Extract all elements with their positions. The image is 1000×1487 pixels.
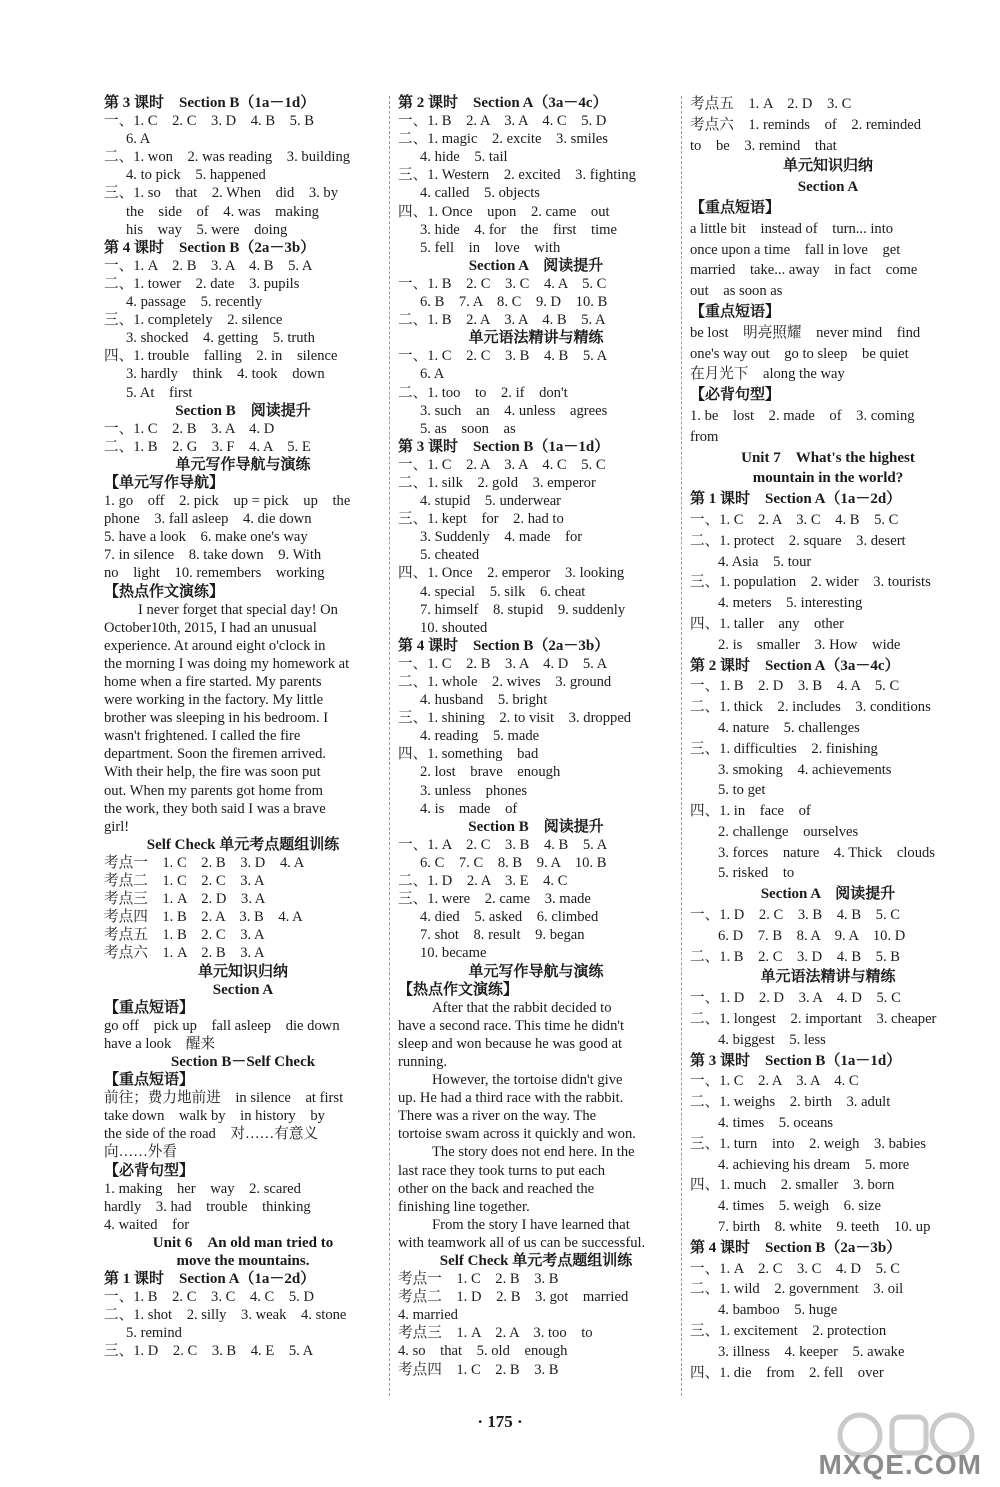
answer-line: up. He had a third race with the rabbit. <box>398 1090 624 1107</box>
answer-line: 一、1. C 2. B 3. A 4. D 5. A <box>398 655 608 672</box>
section-heading: 单元知识归纳 <box>782 158 873 175</box>
answer-line: from <box>690 428 719 445</box>
answer-line: 考点五 1. A 2. D 3. C <box>690 96 852 112</box>
answer-line: brother was sleeping in his bedroom. I <box>104 710 329 727</box>
answer-line: 二、1. too to 2. if don't <box>398 384 568 401</box>
answer-line: 1. go off 2. pick up = pick up the <box>104 493 351 510</box>
answer-line: 一、1. C 2. A 3. A 4. C 5. C <box>398 456 606 473</box>
section-heading: 第 4 课时 Section B（2a－3b） <box>398 637 610 654</box>
answer-line: 6. A <box>420 366 445 383</box>
answer-line: department. Soon the firemen arrived. <box>104 746 327 763</box>
answer-line: 4. nature 5. challenges <box>718 719 860 736</box>
answer-line: finishing line together. <box>398 1198 530 1215</box>
answer-line: 5. risked to <box>718 865 795 882</box>
section-heading: 单元语法精讲与精练 <box>468 330 604 347</box>
section-heading: 单元知识归纳 <box>197 963 288 980</box>
answer-line: 考点三 1. A 2. A 3. too to <box>398 1325 593 1342</box>
answer-line: 三、1. difficulties 2. finishing <box>690 740 878 757</box>
answer-line: 2. is smaller 3. How wide <box>718 636 901 653</box>
answer-line: out as soon as <box>690 283 783 300</box>
answer-line: 3. shocked 4. getting 5. truth <box>126 330 315 347</box>
section-heading: 【重点短语】 <box>104 1072 195 1089</box>
page-number: · 175 · <box>477 1412 523 1431</box>
answer-line: to be 3. remind that <box>690 137 837 154</box>
section-heading: Section A 阅读提升 <box>468 257 604 274</box>
answer-line: 二、1. protect 2. square 3. desert <box>690 532 906 549</box>
answer-line: out. When my parents got home from <box>104 782 323 799</box>
answer-line: 4. passage 5. recently <box>126 294 263 311</box>
answer-line: 一、1. B 2. C 3. C 4. A 5. C <box>398 275 607 292</box>
answer-line: 一、1. A 2. B 3. A 4. B 5. A <box>104 257 313 274</box>
answer-line: the side of the road 对……有意义 <box>104 1126 319 1143</box>
column-divider <box>681 96 682 1396</box>
answer-line: 考点一 1. C 2. B 3. B <box>398 1271 559 1288</box>
section-heading: 第 1 课时 Section A（1a－2d） <box>104 1271 316 1288</box>
column-3 <box>690 94 966 1383</box>
answer-line: 5. fell in love with <box>420 239 561 256</box>
section-heading: move the mountains. <box>176 1253 310 1269</box>
answer-line: 3. forces nature 4. Thick clouds <box>718 844 935 861</box>
section-heading: 【热点作文演练】 <box>398 981 519 998</box>
section-heading: mountain in the world? <box>752 470 904 487</box>
answer-line: 考点二 1. C 2. C 3. A <box>104 873 265 890</box>
section-heading: 【必背句型】 <box>690 387 781 404</box>
answer-line: 4. special 5. silk 6. cheat <box>420 583 586 600</box>
answer-line: 二、1. won 2. was reading 3. building <box>104 149 351 166</box>
answer-line: With their help, the fire was soon put <box>104 764 321 781</box>
answer-line: 考点六 1. A 2. B 3. A <box>104 945 265 962</box>
answer-line: phone 3. fall asleep 4. die down <box>104 511 312 528</box>
answer-line: 一、1. C 2. C 3. B 4. B 5. A <box>398 348 608 365</box>
answer-line: 2. challenge ourselves <box>718 823 859 840</box>
answer-line: I never forget that special day! On <box>138 601 338 618</box>
answer-line: were working in the factory. My little <box>104 692 324 709</box>
answer-line: once upon a time fall in love get <box>690 241 901 258</box>
answer-line: last race they took turns to put each <box>398 1162 606 1179</box>
section-heading: 第 3 课时 Section B（1a－1d） <box>104 95 316 111</box>
column-divider <box>389 96 390 1396</box>
answer-line: wasn't frightened. I called the fire <box>104 728 301 745</box>
answer-line: 4. to pick 5. happened <box>126 167 266 184</box>
answer-line: 2. lost brave enough <box>420 764 561 781</box>
answer-line: 三、1. population 2. wider 3. tourists <box>690 574 931 591</box>
answer-line: his way 5. were doing <box>126 221 288 238</box>
answer-line: 四、1. much 2. smaller 3. born <box>690 1177 895 1194</box>
answer-line: 6. C 7. C 8. B 9. A 10. B <box>420 854 607 871</box>
answer-line: 4. meters 5. interesting <box>718 595 863 612</box>
answer-line: 1. making her way 2. scared <box>104 1180 301 1197</box>
column-1 <box>104 94 382 1361</box>
answer-line: 4. waited for <box>104 1216 190 1233</box>
section-heading: Unit 7 What's the highest <box>741 449 915 466</box>
answer-line: 考点一 1. C 2. B 3. D 4. A <box>104 854 305 871</box>
answer-line: 三、1. shining 2. to visit 3. dropped <box>398 710 632 727</box>
section-heading: 【必背句型】 <box>104 1162 195 1179</box>
answer-line: 一、1. C 2. A 3. C 4. B 5. C <box>690 511 899 528</box>
answer-line: 4. achieving his dream 5. more <box>718 1156 910 1173</box>
section-heading: 单元写作导航与演练 <box>468 963 604 980</box>
answer-line: 5. to get <box>718 782 766 799</box>
column-2 <box>398 94 674 1379</box>
answer-line: 4. died 5. asked 6. climbed <box>420 909 599 926</box>
answer-line: 四、1. die from 2. fell over <box>690 1364 884 1381</box>
answer-line: the morning I was doing my homework at <box>104 655 350 672</box>
section-heading: 第 4 课时 Section B（2a－3b） <box>690 1239 902 1256</box>
answer-line: 6. B 7. A 8. C 9. D 10. B <box>420 294 608 311</box>
answer-line: 向……外看 <box>104 1144 177 1161</box>
answer-line: other on the back and reached the <box>398 1180 595 1197</box>
answer-line: 三、1. turn into 2. weigh 3. babies <box>690 1135 926 1152</box>
section-heading: Self Check 单元考点题组训练 <box>146 836 340 853</box>
answer-line: 3. such an 4. unless agrees <box>420 402 608 419</box>
answer-line: married take... away in fact come <box>690 262 918 279</box>
answer-line: 4. biggest 5. less <box>718 1031 826 1048</box>
answer-line: the side of 4. was making <box>126 203 319 220</box>
answer-line: 4. reading 5. made <box>420 728 540 745</box>
answer-line: 3. unless phones <box>420 782 528 799</box>
answer-line: 考点二 1. D 2. B 3. got married <box>398 1289 629 1306</box>
section-heading: 第 1 课时 Section A（1a－2d） <box>690 491 902 508</box>
watermark-text: MXQE.COM <box>818 1449 982 1480</box>
answer-line: 4. married <box>398 1307 458 1324</box>
answer-line: 三、1. excitement 2. protection <box>690 1323 887 1340</box>
answer-line: 在月光下 along the way <box>690 366 845 383</box>
answer-line: 二、1. tower 2. date 3. pupils <box>104 275 300 292</box>
answer-line: 二、1. whole 2. wives 3. ground <box>398 674 612 690</box>
answer-line: go off pick up fall asleep die down <box>104 1017 340 1034</box>
answer-line: home when a fire started. My parents <box>104 674 322 690</box>
section-heading: Section B 阅读提升 <box>175 402 311 419</box>
section-heading: 【重点短语】 <box>690 303 781 320</box>
answer-line: 一、1. B 2. C 3. C 4. C 5. D <box>104 1289 315 1306</box>
answer-line: 四、1. in face of <box>690 803 811 820</box>
answer-line: 4. bamboo 5. huge <box>718 1302 838 1319</box>
answer-line: 四、1. taller any other <box>690 615 845 632</box>
answer-line: 四、1. something bad <box>398 746 539 763</box>
answer-line: 三、1. completely 2. silence <box>104 312 283 329</box>
section-heading: 【重点短语】 <box>690 199 781 216</box>
answer-line: 5. as soon as <box>420 420 516 437</box>
section-heading: Section A <box>212 981 274 998</box>
answer-line: 1. be lost 2. made of 3. coming <box>690 407 915 424</box>
answer-line: 四、1. trouble falling 2. in silence <box>104 348 338 365</box>
section-heading: 第 2 课时 Section A（3a－4c） <box>398 95 608 111</box>
answer-line: 4. so that 5. old enough <box>398 1343 568 1360</box>
answer-line: 二、1. B 2. C 3. D 4. B 5. B <box>690 948 901 965</box>
answer-line: 二、1. silk 2. gold 3. emperor <box>398 474 596 491</box>
answer-line: After that the rabbit decided to <box>432 999 612 1016</box>
section-heading: 第 2 课时 Section A（3a－4c） <box>690 657 900 674</box>
answer-line: 一、1. C 2. B 3. A 4. D <box>104 420 275 437</box>
answer-line: one's way out go to sleep be quiet <box>690 345 909 362</box>
section-heading: 第 3 课时 Section B（1a－1d） <box>690 1052 902 1069</box>
answer-line: 三、1. Western 2. excited 3. fighting <box>398 167 636 184</box>
answer-line: the work, they both said I was a brave <box>104 800 326 817</box>
answer-line: 6. A <box>126 131 151 148</box>
answer-line: 二、1. thick 2. includes 3. conditions <box>690 699 931 716</box>
answer-line: 3. smoking 4. achievements <box>718 761 892 778</box>
answer-line: take down walk by in history by <box>104 1108 325 1125</box>
answer-line: 二、1. wild 2. government 3. oil <box>690 1281 904 1298</box>
answer-line: 一、1. D 2. D 3. A 4. D 5. C <box>690 990 901 1007</box>
section-heading: 单元语法精讲与精练 <box>760 969 896 986</box>
answer-line: hardly 3. had trouble thinking <box>104 1198 311 1215</box>
answer-line: 一、1. A 2. C 3. C 4. D 5. C <box>690 1260 901 1277</box>
section-heading: Unit 6 An old man tried to <box>152 1234 334 1251</box>
answer-line: 5. remind <box>126 1325 182 1342</box>
answer-line: 二、1. weighs 2. birth 3. adult <box>690 1094 891 1111</box>
answer-line: 4. times 5. oceans <box>718 1115 834 1132</box>
answer-line: 三、1. so that 2. When did 3. by <box>104 185 339 202</box>
section-heading: 第 3 课时 Section B（1a－1d） <box>398 438 610 455</box>
answer-line: 二、1. D 2. A 3. E 4. C <box>398 873 568 890</box>
answer-line: 一、1. C 2. A 3. A 4. C <box>690 1073 859 1090</box>
answer-line: From the story I have learned that <box>432 1216 630 1233</box>
answer-line: 四、1. Once 2. emperor 3. looking <box>398 565 625 582</box>
answer-line: 一、1. D 2. C 3. B 4. B 5. C <box>690 907 901 924</box>
answer-line: 3. hide 4. for the first time <box>420 221 617 238</box>
answer-line: no light 10. remembers working <box>104 565 325 582</box>
answer-line: 7. in silence 8. take down 9. With <box>104 547 322 564</box>
answer-line: 二、1. B 2. A 3. A 4. B 5. A <box>398 312 606 329</box>
answer-line: 3. illness 4. keeper 5. awake <box>718 1343 905 1360</box>
answer-line: 10. shouted <box>420 619 488 636</box>
answer-line: 3. Suddenly 4. made for <box>420 529 583 546</box>
section-heading: Self Check 单元考点题组训练 <box>439 1253 633 1269</box>
answer-line: 二、1. shot 2. silly 3. weak 4. stone <box>104 1307 347 1324</box>
answer-line: 考点四 1. C 2. B 3. B <box>398 1361 559 1378</box>
answer-line: 三、1. were 2. came 3. made <box>398 891 591 908</box>
answer-line: 3. hardly think 4. took down <box>126 366 325 383</box>
answer-line: 7. himself 8. stupid 9. suddenly <box>420 601 626 618</box>
section-heading: 【重点短语】 <box>104 999 195 1016</box>
answer-line: a little bit instead of turn... into <box>690 220 894 237</box>
answer-line: 考点五 1. B 2. C 3. A <box>104 927 265 944</box>
answer-line: with teamwork all of us can be successful. <box>398 1234 646 1251</box>
answer-line: 7. shot 8. result 9. began <box>420 927 585 944</box>
answer-line: running. <box>398 1053 448 1070</box>
answer-line: 5. At first <box>126 384 193 401</box>
answer-line: 5. cheated <box>420 547 480 564</box>
answer-line: have a look 醒来 <box>104 1035 216 1052</box>
answer-line: However, the tortoise didn't give <box>432 1072 623 1089</box>
answer-line: have a second race. This time he didn't <box>398 1017 625 1034</box>
answer-line: There was a river on the way. The <box>398 1108 597 1125</box>
answer-line: 三、1. D 2. C 3. B 4. E 5. A <box>104 1343 314 1360</box>
answer-line: 4. husband 5. bright <box>420 692 548 709</box>
answer-line: 四、1. Once upon 2. came out <box>398 203 610 220</box>
section-heading: Section A <box>797 179 859 196</box>
answer-line: 10. became <box>420 945 487 962</box>
answer-line: 4. is made of <box>420 800 518 817</box>
section-heading: 第 4 课时 Section B（2a－3b） <box>104 239 316 256</box>
answer-line: 7. birth 8. white 9. teeth 10. up <box>718 1219 931 1236</box>
section-heading: Section B 阅读提升 <box>468 818 604 835</box>
answer-line: 前往；费力地前进 in silence at first <box>104 1090 344 1107</box>
answer-line: 4. times 5. weigh 6. size <box>718 1198 881 1215</box>
section-heading: Section B－Self Check <box>170 1053 316 1070</box>
answer-line: 一、1. B 2. A 3. A 4. C 5. D <box>398 113 607 130</box>
section-heading: 单元写作导航与演练 <box>175 456 311 473</box>
answer-line: experience. At around eight o'clock in <box>104 637 326 654</box>
answer-line: 一、1. C 2. C 3. D 4. B 5. B <box>104 113 315 130</box>
answer-line: The story does not end here. In the <box>432 1144 635 1161</box>
answer-line: 三、1. kept for 2. had to <box>398 511 564 528</box>
answer-line: 4. Asia 5. tour <box>718 553 812 570</box>
answer-line: 二、1. B 2. G 3. F 4. A 5. E <box>104 438 311 455</box>
section-heading: Section A 阅读提升 <box>760 886 896 903</box>
answer-line: be lost 明亮照耀 never mind find <box>690 324 921 341</box>
answer-line: 考点三 1. A 2. D 3. A <box>104 891 266 908</box>
answer-line: 二、1. magic 2. excite 3. smiles <box>398 131 608 148</box>
answer-line: 5. have a look 6. make one's way <box>104 529 308 546</box>
answer-line: 4. called 5. objects <box>420 185 540 202</box>
section-heading: 【热点作文演练】 <box>104 583 225 600</box>
answer-line: 6. D 7. B 8. A 9. A 10. D <box>718 927 906 944</box>
section-heading: 【单元写作导航】 <box>104 474 225 491</box>
answer-line: October10th, 2015, I had an unusual <box>104 619 317 636</box>
answer-line: 考点四 1. B 2. A 3. B 4. A <box>104 909 303 926</box>
answer-line: 4. stupid 5. underwear <box>420 493 562 510</box>
answer-line: 一、1. A 2. C 3. B 4. B 5. A <box>398 836 608 853</box>
answer-line: tortoise swam across it quickly and won. <box>398 1126 636 1143</box>
answer-line: sleep and won because he was good at <box>398 1035 623 1052</box>
answer-line: girl! <box>104 818 130 835</box>
answer-line: 考点六 1. reminds of 2. reminded <box>690 116 922 133</box>
answer-line: 4. hide 5. tail <box>420 149 508 166</box>
answer-line: 二、1. longest 2. important 3. cheaper <box>690 1011 937 1028</box>
answer-line: 一、1. B 2. D 3. B 4. A 5. C <box>690 678 900 695</box>
